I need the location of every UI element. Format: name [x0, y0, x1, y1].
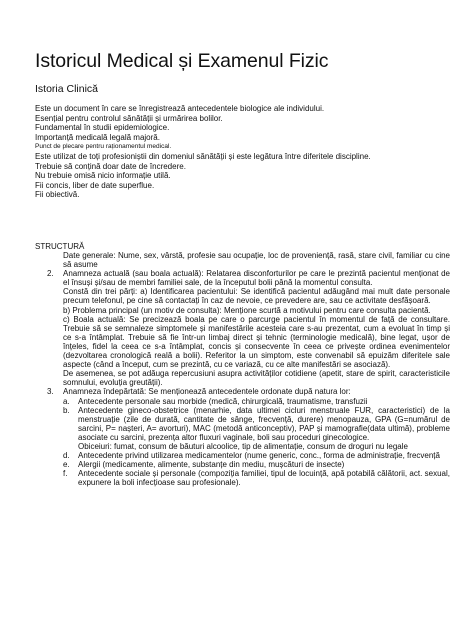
sub-item-text: Antecedente personale sau morbide (medică, chirurgicală, traumatisme, transfuzii	[78, 396, 368, 406]
sub-item-text: Antecedente privind utilizarea medicamentelor (nume generic, conc., forma de administrație, frecvență	[78, 451, 440, 461]
sub-item-letter: f.	[63, 469, 68, 479]
intro-line: Punct de plecare pentru raționamentul medical.	[35, 143, 172, 151]
sub-item	[63, 451, 450, 460]
intro-line: Nu trebuie omisă nicio informație utilă.	[35, 171, 171, 181]
sub-item	[63, 397, 450, 406]
item-paragraph: De asemenea, se pot adăuga repercusiuni asupra activităților cotidiene (apetit, stare de spirit, caracteristicile somnului, evoluția greutății).	[63, 369, 450, 388]
item-number: 3.	[47, 387, 54, 397]
sub-item-text: Obiceiuri: fumat, consum de băuturi alcoolice, tip de alimentație, consum de droguri nu legale	[78, 441, 408, 451]
item-text: Date generale: Nume, sex, vârstă, profesie sau ocupație, loc de proveniență, rasă, stare civil, familiar cu cine să asume	[63, 251, 450, 270]
sub-item-text: Alergii (medicamente, alimente, substanțe din mediu, mușcături de insecte)	[78, 460, 345, 470]
sub-item-text: Antecedente sociale și personale (compoziția familiei, tipul de locuință, apă potabilă călătorii, act. sexual, expunere la boli infecțioase sau profesionale).	[78, 469, 450, 488]
intro-line: Fundamental în studii epidemiologice.	[35, 123, 170, 133]
document-title: Istoricul Medical și Examenul Fizic	[35, 50, 329, 72]
intro-line: Esențial pentru controlul sănătății și urmărirea bolilor.	[35, 113, 223, 123]
item-text: Anamneza îndepărtată: Se menționează antecedentele ordonate după natura lor:	[63, 387, 351, 397]
intro-line: Fii obiectivă.	[35, 190, 80, 200]
sub-item	[63, 469, 450, 487]
sub-item-letter: b.	[63, 405, 70, 415]
sub-item	[63, 460, 450, 469]
item-paragraph: Constă din trei părți: a) Identificarea pacientului: Se identifică pacientul adăugând mai mult date personale precum telefonul, pe cine să contactați în caz de nevoie, ce prevedere are, sau ce activitate desfășoară.	[63, 287, 450, 306]
intro-line: Este utilizat de toți profesioniștii din domeniul sănătății și este legătura între diferitele discipline.	[35, 151, 371, 161]
intro-line: Este un document în care se înregistrează antecedentele biologice ale individului.	[35, 104, 325, 113]
sub-item	[63, 406, 450, 442]
document-subtitle: Istoria Clinică	[35, 83, 99, 95]
item-number: 2.	[47, 269, 54, 279]
item-text: Anamneza actuală (sau boala actuală): Relatarea disconforturilor pe care le prezintă pacientul menționat de el însuși și/sau de membri familiei sale, de la începutul bolii până la momentul consulta.	[63, 269, 450, 288]
sub-item-letter: a.	[63, 396, 70, 406]
sub-item-letter: e.	[63, 460, 70, 470]
intro-line: Fii concis, liber de date superflue.	[35, 180, 155, 190]
structure-heading: STRUCTURĂ	[35, 242, 85, 251]
item-paragraph: b) Problema principal (un motiv de consulta): Mențione scurtă a motivului pentru care consulta pacientă.	[63, 305, 431, 315]
intro-line: Trebuie să conțină doar date de încredere.	[35, 161, 186, 171]
sub-item	[63, 442, 450, 451]
list-item	[35, 269, 450, 387]
list-item	[35, 387, 450, 487]
intro-line: Importanță medicală legală majoră.	[35, 132, 160, 142]
list-item	[35, 251, 450, 269]
sub-item-text: Antecedente gineco-obstetrice (menarhie, data ultimei cicluri menstruale FUR, caracteristici) de la menstruație (zile de durată, cantitate de sânge, frecvență, durere) menopauza, GPA (G=numărul de sarcini, P= nașteri, A= avorturi), MAC (metodă anticonceptiv), PAP și mamografie(data ultimă), probleme asociate cu sarcini, prezența altor fluxuri vaginale, boli sau proceduri ginecologice.	[78, 405, 450, 442]
intro-list	[35, 104, 445, 200]
structure-list	[35, 251, 450, 487]
item-paragraph: c) Boala actuală: Se precizează boala pe care o parcurge pacientul în momentul de față de consultare. Trebuie să se semnaleze simptomele și manifestările acesteia care s-au prezentat, cum a evoluat în timp și ce s-a întâmplat. Trebuie să fie într-un limbaj direct și tehnic (terminologie medicală), bine legat, ușor de înțeles, fidel la ceea ce s-a întâmplat, concis și consecvente în ceea ce privește ordinea evenimentelor (dezvoltarea cronologică reală a bolii). Referitor la un simptom, este convenabil să epuizăm diferitele sale aspecte (când a început, cum se prezintă, cu ce variază, cu ce alte manifestări se asociază).	[63, 314, 450, 370]
sub-item-letter: d.	[63, 451, 70, 461]
